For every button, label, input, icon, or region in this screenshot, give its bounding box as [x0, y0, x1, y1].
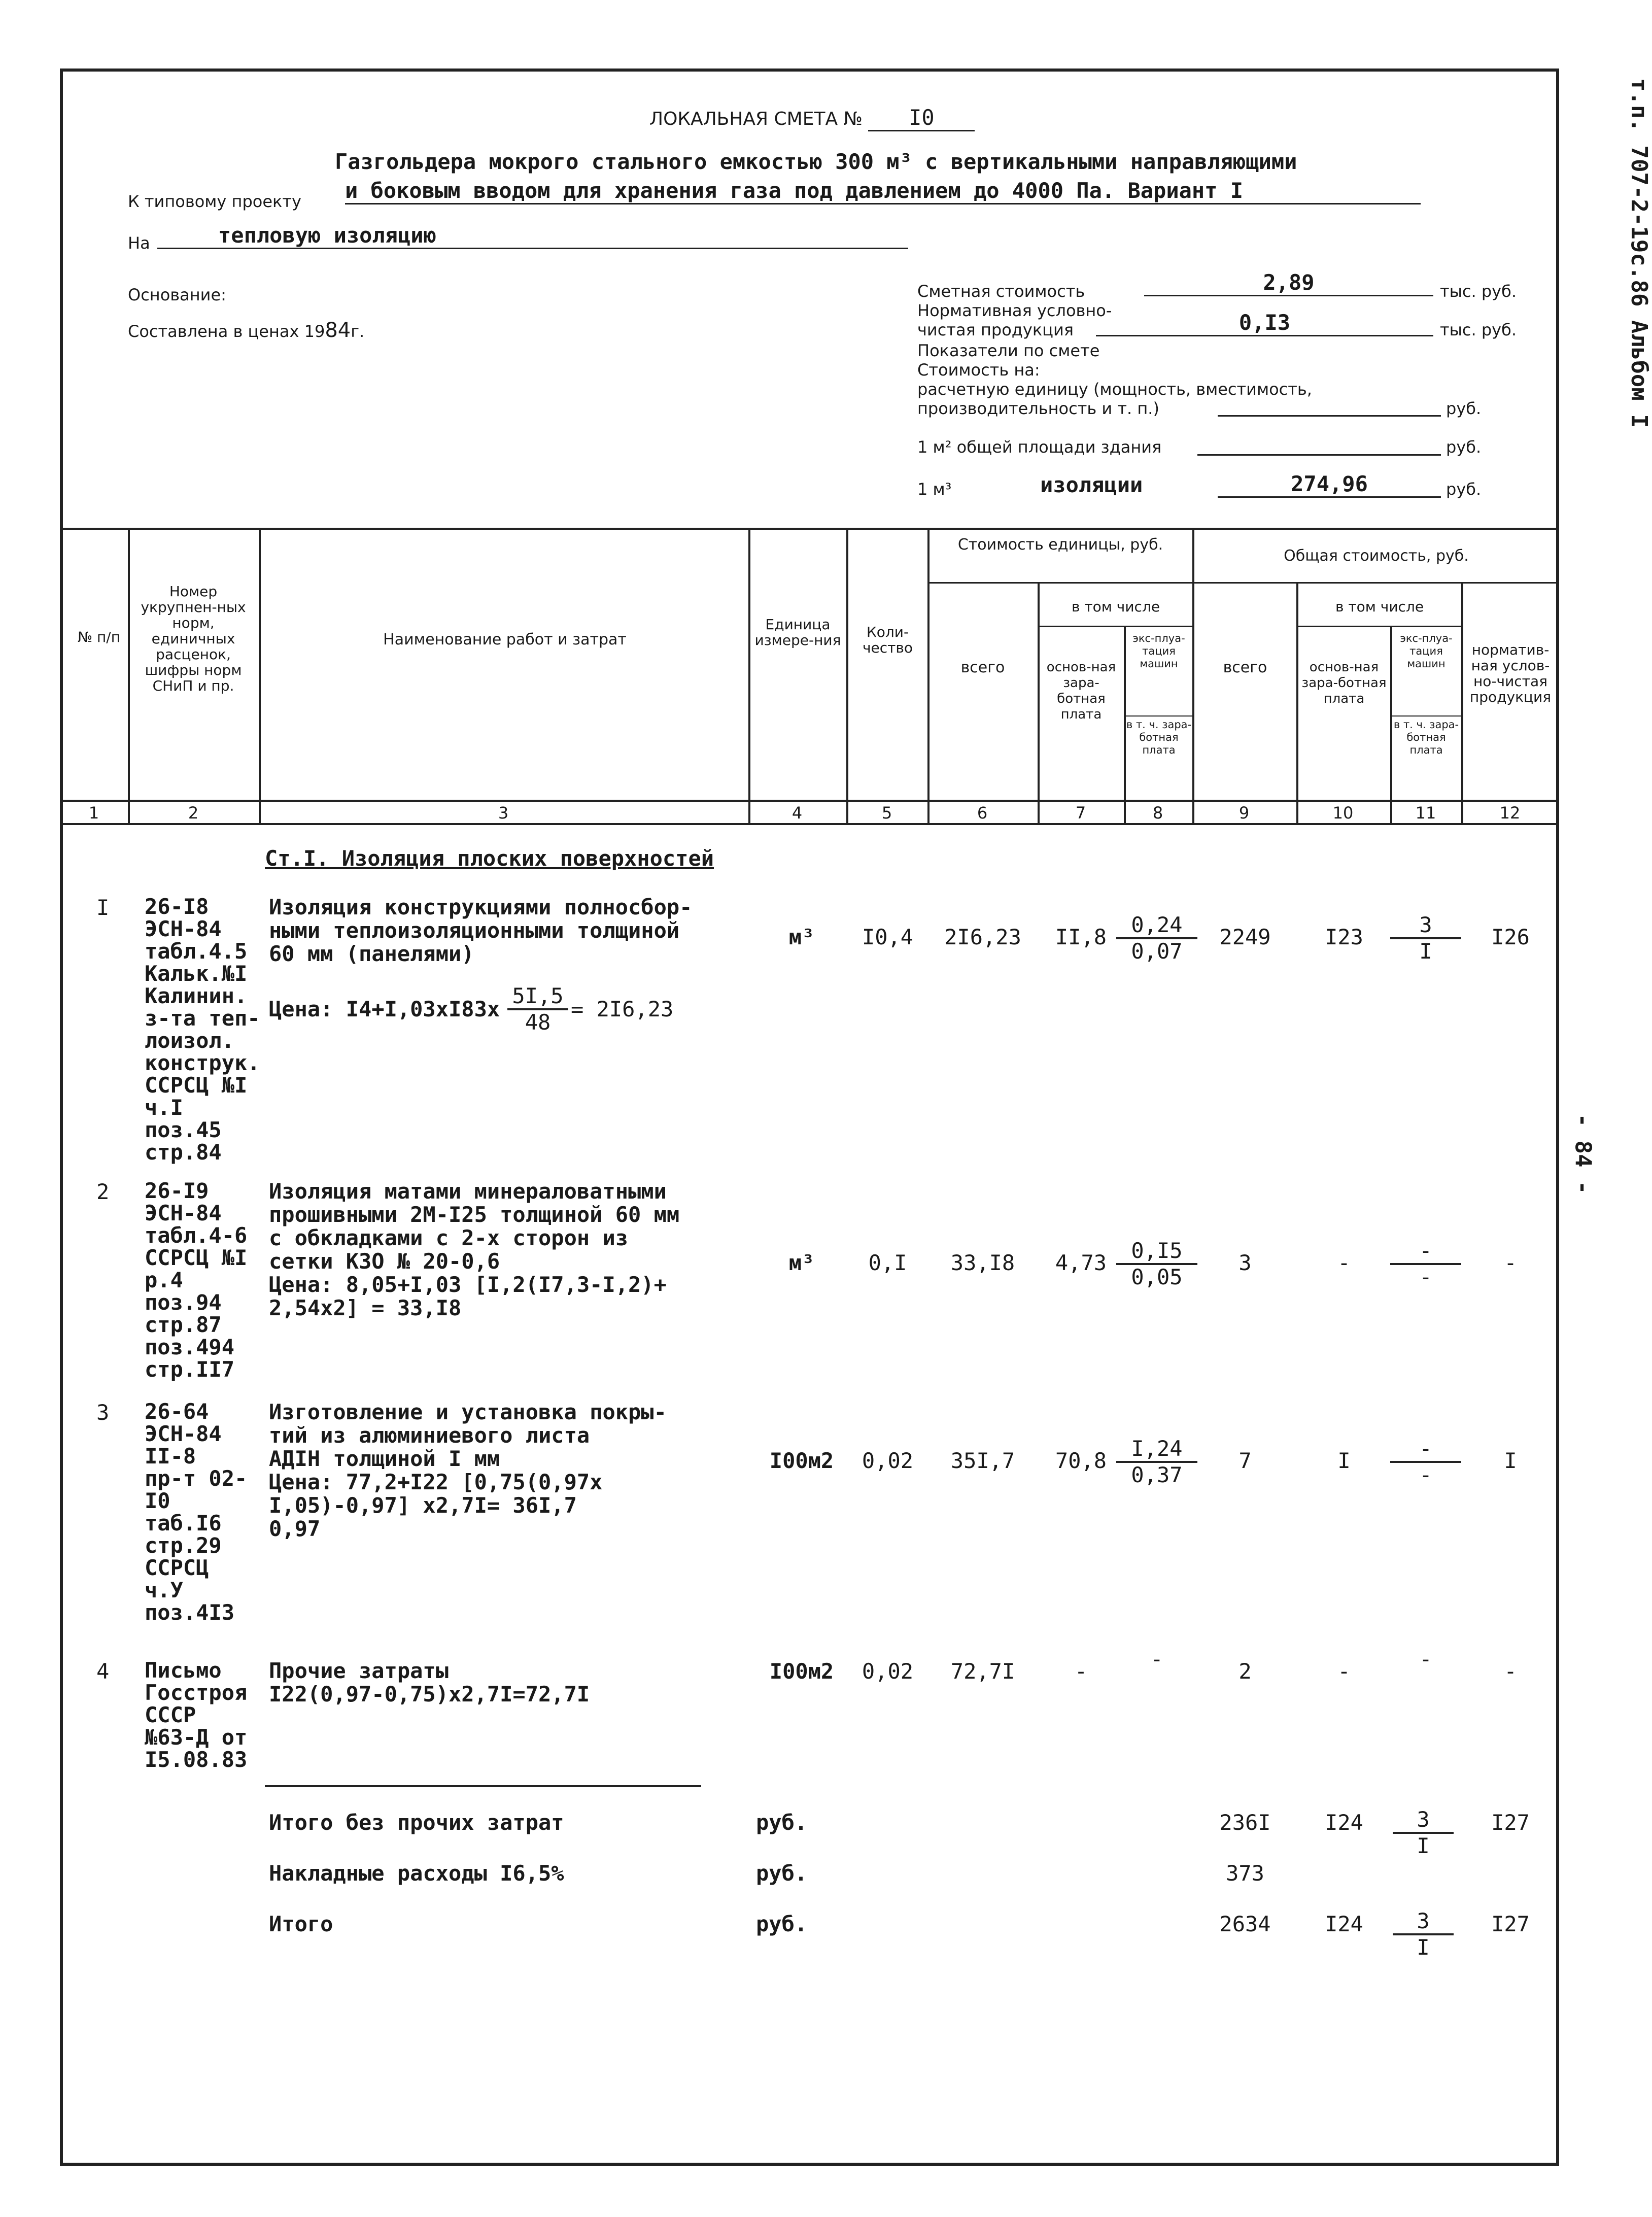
- header-bottom-line: [60, 823, 1559, 825]
- hdr-code: Номер укрупнен-ных норм, единичных расценок, шифры норм СНиП и пр.: [141, 583, 246, 694]
- row-name: Изоляция матами минераловатными прошивными 2М-I25 толщиной 60 мм с обкладками с 2-х сторон из сетки КЗО № 20-0,6 Цена: 8,05+I,03 [I,2(I7,3-I,2)+ 2,54х2] = 33,I8: [269, 1179, 680, 1320]
- estimate-number: I0: [868, 106, 975, 131]
- area-fill-line: [1197, 454, 1441, 456]
- row-total-machine-top: -: [1419, 1647, 1432, 1672]
- row-qty: 0,02: [862, 1448, 914, 1473]
- volume-value: 274,96: [1218, 472, 1441, 498]
- in-that-line: [1038, 626, 1192, 627]
- row-machine-bottom: 0,05: [1131, 1265, 1183, 1289]
- machine-split-line: [1124, 715, 1192, 717]
- unit-suffix: руб.: [1446, 399, 1482, 418]
- row-total-wage: -: [1337, 1250, 1351, 1275]
- row-normative: -: [1504, 1250, 1517, 1275]
- row-machine-fraction: [1116, 1239, 1197, 1289]
- total-wage: I24: [1325, 1912, 1363, 1936]
- col-num-8: 8: [1152, 803, 1163, 823]
- row-price-result: = 2I6,23: [571, 997, 674, 1021]
- page-number: - 84 -: [1570, 1113, 1596, 1195]
- row-qty: I0,4: [862, 925, 914, 949]
- row-total-machine-bottom: -: [1419, 1265, 1432, 1289]
- row-name: Изготовление и установка покры- тий из алюминиевого листа АДIН толщиной I мм Цена: 77,2+I22 [0,75(0,97х I,05)-0,97] х2,7I= 36I,7 0,97: [269, 1400, 667, 1541]
- area-label: 1 м² общей площади здания: [917, 437, 1162, 457]
- table-top-line: [60, 528, 1559, 530]
- row-wage: 70,8: [1055, 1448, 1107, 1473]
- total-label: Накладные расходы I6,5%: [269, 1861, 564, 1886]
- col-num-6: 6: [977, 803, 988, 823]
- estimate-title: [649, 106, 975, 131]
- hdr-name: Наименование работ и затрат: [383, 631, 627, 649]
- prices-text: Составлена в ценах 19: [128, 322, 325, 341]
- row-machine-bottom: 0,07: [1131, 939, 1183, 964]
- normative-label-1: Нормативная условно-: [917, 301, 1112, 320]
- row-machine-bottom: 0,37: [1131, 1462, 1183, 1487]
- prices-year: 84: [325, 319, 351, 342]
- prices-suffix: г.: [351, 322, 365, 341]
- total-amount: 373: [1226, 1861, 1264, 1886]
- hdr-unit-cost: Стоимость единицы, руб.: [957, 536, 1163, 554]
- hdr-normative: норматив-ная услов-но-чистая продукция: [1469, 641, 1552, 705]
- hdr-total-cost: Общая стоимость, руб.: [1284, 547, 1469, 565]
- estimated-cost-value: 2,89: [1144, 270, 1433, 296]
- row-total-wage: I: [1337, 1448, 1351, 1473]
- estimated-cost-label: Сметная стоимость: [917, 282, 1085, 301]
- row-number: 4: [96, 1659, 110, 1684]
- total-unit: руб.: [756, 1861, 808, 1886]
- row-total-wage: -: [1337, 1659, 1351, 1684]
- row-name: Изоляция конструкциями полносбор- ными теплоизоляционными толщиной 60 мм (панелями): [269, 895, 693, 966]
- row-total-machine-bottom: I: [1419, 939, 1432, 964]
- col-line-3: [748, 528, 750, 823]
- row-machine-top: -: [1150, 1647, 1163, 1672]
- normative-value: 0,I3: [1096, 311, 1433, 336]
- hdr-all: всего: [960, 659, 1005, 676]
- row-total: 2249: [1219, 925, 1271, 949]
- row-price-den: 48: [525, 1010, 551, 1035]
- col-line-9: [1296, 582, 1298, 823]
- col-line-2: [259, 528, 261, 823]
- header-num-line: [60, 800, 1559, 802]
- hdr-in-that-2: в том числе: [1335, 598, 1424, 615]
- row-unit: м³: [788, 925, 815, 949]
- row-unit: I00м2: [769, 1659, 834, 1684]
- col-line-4: [846, 528, 848, 823]
- volume-suffix: руб.: [1446, 480, 1482, 499]
- unit-label-1: расчетную единицу (мощность, вместимость,: [917, 380, 1312, 399]
- estimate-title-label: ЛОКАЛЬНАЯ СМЕТА №: [649, 109, 863, 129]
- row-number: 2: [96, 1179, 110, 1204]
- prices-label: [128, 319, 364, 342]
- row-wage: II,8: [1055, 925, 1107, 949]
- row-total-machine-fraction: [1390, 1437, 1461, 1487]
- row-total-machine-top: -: [1390, 1239, 1461, 1265]
- machine-split-line-2: [1390, 715, 1461, 717]
- row-code: 26-I9 ЭСН-84 табл.4-6 ССРСЦ №I р.4 поз.94 стр.87 поз.494 стр.II7: [145, 1178, 248, 1382]
- row-number: 3: [96, 1400, 110, 1425]
- row-total: 2: [1238, 1659, 1252, 1684]
- total-machine-bottom: I: [1417, 1833, 1430, 1858]
- total-machine-bottom: I: [1417, 1935, 1430, 1960]
- row-unit: м³: [788, 1250, 815, 1275]
- total-amount: 2634: [1219, 1912, 1271, 1936]
- row-unit-cost-all: 33,I8: [950, 1250, 1015, 1275]
- col-num-7: 7: [1075, 803, 1086, 823]
- page-frame: [60, 69, 1559, 2166]
- hdr-num: № п/п: [77, 629, 121, 645]
- hdr-qty: Коли-чество: [862, 624, 913, 656]
- row-total-machine-top: -: [1390, 1437, 1461, 1463]
- project-label: К типовому проекту: [128, 192, 301, 211]
- total-machine-top: 3: [1393, 1807, 1454, 1834]
- row-wage: 4,73: [1055, 1250, 1107, 1275]
- row-wage: -: [1074, 1659, 1088, 1684]
- volume-object: изоляции: [1040, 472, 1143, 497]
- col-num-4: 4: [791, 803, 803, 823]
- row-total-machine-fraction: [1390, 913, 1461, 964]
- row-machine-top: 0,24: [1116, 913, 1197, 939]
- total-unit: руб.: [756, 1810, 808, 1835]
- row-machine-top: 0,I5: [1116, 1239, 1197, 1265]
- row-unit-cost-all: 72,7I: [950, 1659, 1015, 1684]
- row-qty: 0,I: [868, 1250, 907, 1275]
- row-unit-cost-all: 35I,7: [950, 1448, 1015, 1473]
- row-total: 3: [1238, 1250, 1252, 1275]
- group-line: [927, 582, 1559, 584]
- col-line-6: [1038, 582, 1040, 823]
- in-that-line-2: [1296, 626, 1461, 627]
- unit-fill-line: [1218, 415, 1441, 417]
- cost-on-label: Стоимость на:: [917, 360, 1040, 380]
- row-code: Письмо Госстроя СССР №63-Д от I5.08.83: [145, 1658, 248, 1772]
- total-machine-top: 3: [1393, 1909, 1454, 1935]
- row-price-num: 5I,5: [507, 984, 568, 1010]
- row-total-machine-fraction: [1390, 1647, 1461, 1672]
- row-total-machine-top: 3: [1390, 913, 1461, 939]
- total-wage: I24: [1325, 1810, 1363, 1835]
- total-unit: руб.: [756, 1912, 808, 1936]
- total-normative: I27: [1491, 1810, 1530, 1835]
- row-machine-fraction: [1116, 1437, 1197, 1487]
- volume-label: 1 м³: [917, 480, 952, 499]
- row-normative: I26: [1491, 925, 1530, 949]
- normative-unit: тыс. руб.: [1440, 320, 1517, 339]
- total-amount: 236I: [1219, 1810, 1271, 1835]
- indicators-label: Показатели по смете: [917, 341, 1100, 360]
- hdr-machine-wage: в т. ч. зара-ботная плата: [1126, 719, 1192, 756]
- total-machine-fraction: [1393, 1807, 1454, 1858]
- row-total-machine-fraction: [1390, 1239, 1461, 1289]
- normative-label-2: чистая продукция: [917, 320, 1074, 339]
- col-num-12: 12: [1499, 803, 1521, 823]
- hdr-all-2: всего: [1223, 659, 1267, 676]
- col-num-11: 11: [1415, 803, 1436, 823]
- area-suffix: руб.: [1446, 437, 1482, 457]
- row-machine-top: I,24: [1116, 1437, 1197, 1463]
- col-num-9: 9: [1238, 803, 1250, 823]
- on-value: тепловую изоляцию: [157, 223, 908, 249]
- totals-separator: [265, 1785, 701, 1787]
- row-code: 26-64 ЭСН-84 II-8 пр-т 02- I0 таб.I6 стр.29 ССРСЦ ч.У поз.4I3: [145, 1399, 248, 1625]
- unit-label-2: производительность и т. п.): [917, 399, 1159, 418]
- basis-label: Основание:: [128, 285, 226, 304]
- row-name: Прочие затраты I22(0,97-0,75)х2,7I=72,7I: [269, 1658, 590, 1707]
- row-price-label: Цена: I4+I,03хI83х: [269, 997, 500, 1021]
- row-machine-fraction: [1116, 1647, 1197, 1672]
- total-label: Итого без прочих затрат: [269, 1810, 564, 1835]
- col-line-5: [927, 528, 930, 823]
- hdr-machine-wage-2: в т. ч. зара-ботная плата: [1393, 719, 1459, 756]
- col-num-5: 5: [881, 803, 892, 823]
- estimated-cost-unit: тыс. руб.: [1440, 282, 1517, 301]
- hdr-machine-2: экс-плуа-тация машин: [1400, 632, 1453, 670]
- hdr-machine: экс-плуа-тация машин: [1132, 632, 1185, 670]
- total-label: Итого: [269, 1912, 333, 1936]
- col-num-10: 10: [1332, 803, 1354, 823]
- row-code: 26-I8 ЭСН-84 табл.4.5 Кальк.№I Калинин. з-та теп- лоизол. конструк. ССРСЦ №I ч.I поз.45 стр.84: [145, 894, 260, 1165]
- col-line-8: [1192, 528, 1194, 823]
- project-line-2: и боковым вводом для хранения газа под давлением до 4000 Па. Вариант I: [345, 179, 1421, 204]
- total-machine-fraction: [1393, 1909, 1454, 1960]
- row-number: I: [96, 895, 110, 920]
- section-title: Ст.I. Изоляция плоских поверхностей: [265, 846, 714, 871]
- row-total: 7: [1238, 1448, 1252, 1473]
- col-num-1: 1: [88, 803, 99, 823]
- row-unit-cost-all: 2I6,23: [944, 925, 1021, 949]
- row-normative: -: [1504, 1659, 1517, 1684]
- row-price-fraction: [507, 984, 568, 1035]
- row-qty: 0,02: [862, 1659, 914, 1684]
- row-unit: I00м2: [769, 1448, 834, 1473]
- hdr-wage-2: основ-ная зара-ботная плата: [1301, 660, 1387, 706]
- row-machine-fraction: [1116, 913, 1197, 964]
- hdr-wage: основ-ная зара-ботная плата: [1046, 660, 1116, 722]
- side-stamp: т.п. 707-2-19с.86 Альбом I: [1626, 78, 1652, 428]
- project-line-1: Газгольдера мокрого стального емкостью 300 м³ с вертикальными направляющими: [335, 149, 1297, 174]
- row-normative: I: [1504, 1448, 1517, 1473]
- on-label: На: [128, 233, 150, 253]
- col-num-3: 3: [498, 803, 509, 823]
- hdr-in-that: в том числе: [1071, 598, 1160, 615]
- col-num-2: 2: [188, 803, 199, 823]
- row-total-wage: I23: [1325, 925, 1363, 949]
- hdr-unit: Единица измере-ния: [754, 616, 841, 649]
- total-normative: I27: [1491, 1912, 1530, 1936]
- row-total-machine-bottom: -: [1419, 1462, 1432, 1487]
